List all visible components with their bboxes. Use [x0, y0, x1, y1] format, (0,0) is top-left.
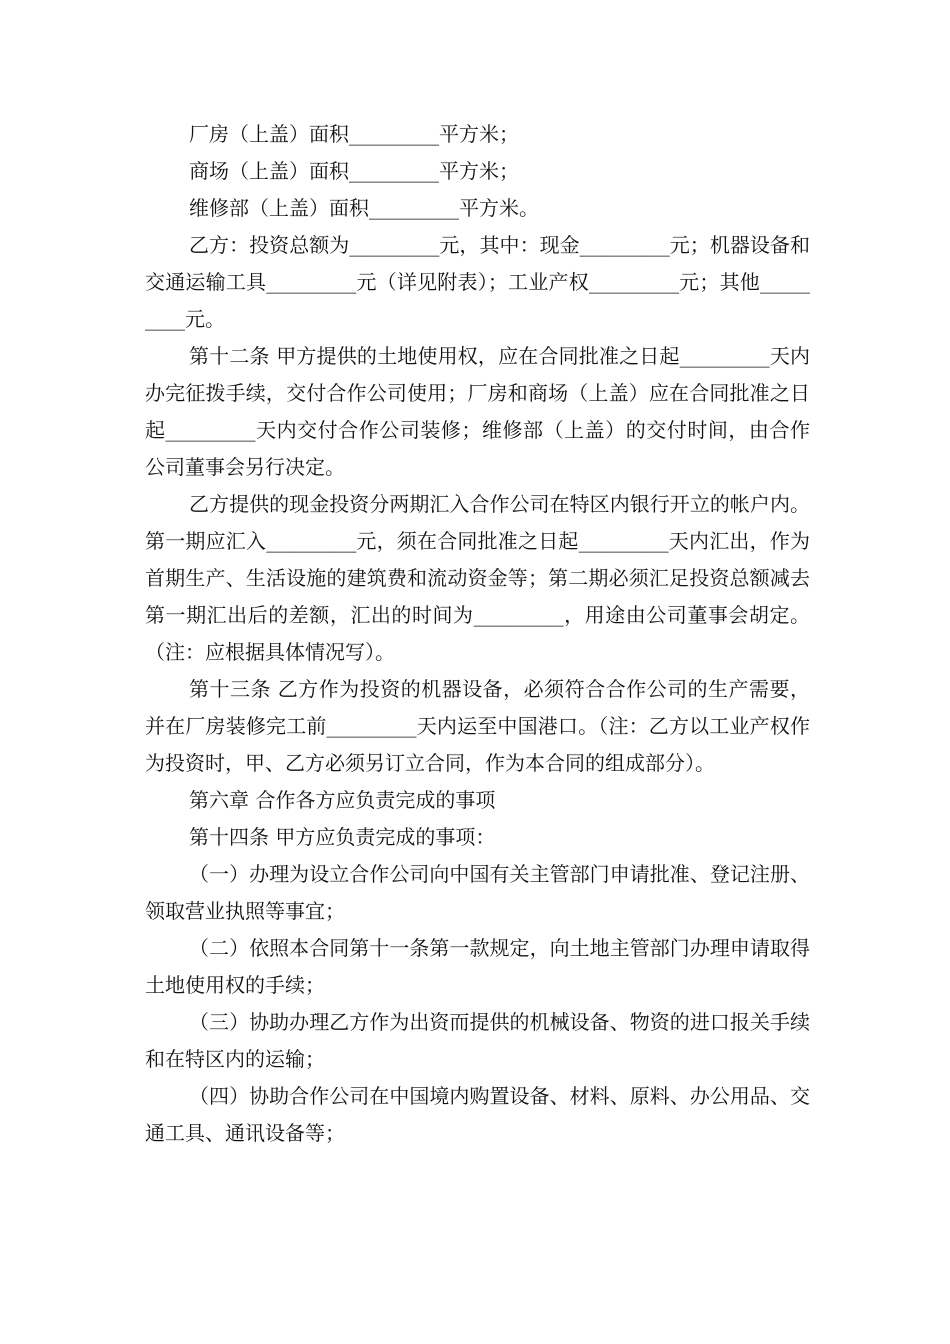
paragraph-cash-investment: 乙方提供的现金投资分两期汇入合作公司在特区内银行开立的帐户内。第一期应汇入_________元，须在合同批准之日起_________天内汇出，作为首期生产、生活设施的建筑费和流动资金等；第二期必须汇足投资总额减去第一期汇出后的差额，汇出的时间为_________，用途由公司董事会胡定。（注：应根据具体情况写）。 [145, 492, 810, 664]
document-body [145, 116, 810, 1152]
paragraph-article-13: 第十三条 乙方作为投资的机器设备，必须符合合作公司的生产需要，并在厂房装修完工前_________天内运至中国港口。（注：乙方以工业产权作为投资时，甲、乙方必须另订立合同，作为本合同的组成部分）。 [145, 677, 810, 775]
list-item-4: （四）协助合作公司在中国境内购置设备、材料、原料、办公用品、交通工具、通讯设备等； [145, 1084, 810, 1145]
paragraph-party-b-investment: 乙方：投资总额为_________元，其中：现金_________元；机器设备和交通运输工具_________元（详见附表）；工业产权_________元；其他_________元。 [145, 233, 810, 331]
paragraph-article-14: 第十四条 甲方应负责完成的事项： [189, 825, 496, 849]
list-item-3: （三）协助办理乙方作为出资而提供的机械设备、物资的进口报关手续和在特区内的运输； [145, 1010, 810, 1071]
paragraph-article-12: 第十二条 甲方提供的土地使用权，应在合同批准之日起_________天内办完征拨手续，交付合作公司使用；厂房和商场（上盖）应在合同批准之日起_________天内交付合作公司装修；维修部（上盖）的交付时间，由合作公司董事会另行决定。 [145, 344, 810, 479]
paragraph-factory-area: 厂房（上盖）面积_________平方米； [189, 122, 519, 146]
list-item-1: （一）办理为设立合作公司向中国有关主管部门申请批准、登记注册、领取营业执照等事宜； [145, 862, 810, 923]
paragraph-repair-area: 维修部（上盖）面积_________平方米。 [189, 196, 539, 220]
paragraph-mall-area: 商场（上盖）面积_________平方米； [189, 159, 519, 183]
chapter-heading-6: 第六章 合作各方应负责完成的事项 [189, 788, 496, 812]
list-item-2: （二）依照本合同第十一条第一款规定，向土地主管部门办理申请取得土地使用权的手续； [145, 936, 810, 997]
